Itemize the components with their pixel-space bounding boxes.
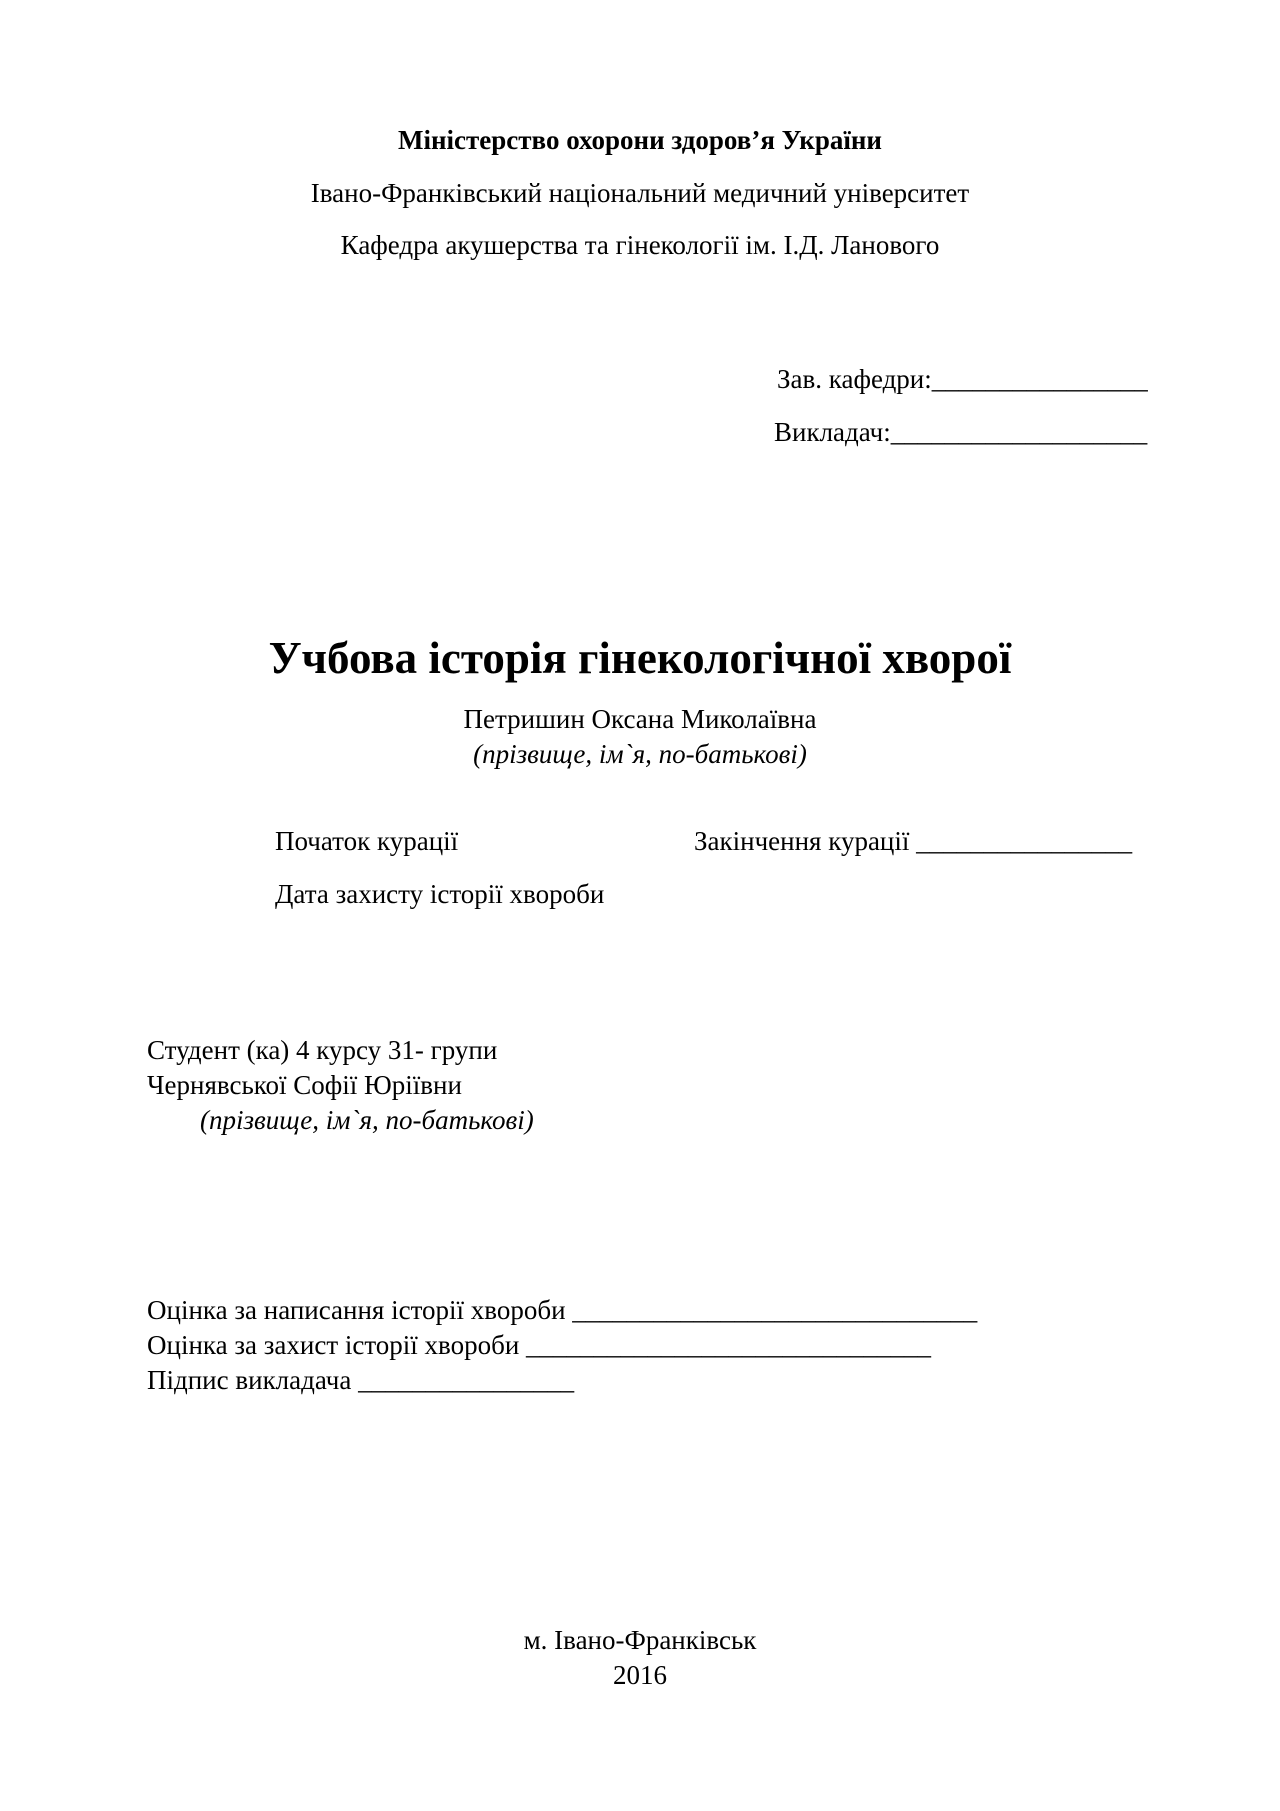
department-name: Кафедра акушерства та гінекології ім. І.Д. Ланового — [340, 230, 940, 260]
teacher-signature-line: Підпис викладача ________________ — [147, 1365, 575, 1395]
curation-start-label: Початок курації — [275, 826, 459, 856]
footer-year: 2016 — [613, 1660, 667, 1690]
patient-name: Петришин Оксана Миколаївна — [463, 704, 817, 734]
defense-grade-line: Оцінка за захист історії хвороби ______________________________ — [147, 1330, 932, 1360]
teacher-line: Викладач:___________________ — [774, 417, 1148, 447]
university-name: Івано-Франківський національний медичний університет — [310, 178, 970, 208]
footer-city: м. Івано-Франківськ — [523, 1625, 757, 1655]
student-name: Чернявської Софії Юріївни — [147, 1070, 462, 1100]
student-name-hint: (прізвище, ім`я, по-батькові) — [200, 1105, 534, 1135]
patient-name-hint: (прізвище, ім`я, по-батькові) — [473, 739, 807, 769]
defense-date-label: Дата захисту історії хвороби — [275, 879, 605, 909]
student-course-group: Студент (ка) 4 курсу 31- групи — [147, 1035, 498, 1065]
curation-end-label: Закінчення курації ________________ — [694, 826, 1133, 856]
writing-grade-line: Оцінка за написання історії хвороби ______________________________ — [147, 1295, 978, 1325]
ministry-heading: Міністерство охорони здоров’я України — [398, 125, 882, 155]
head-of-department-line: Зав. кафедри:________________ — [777, 364, 1148, 394]
document-title: Учбова історія гінекологічної хворої — [268, 633, 1012, 683]
